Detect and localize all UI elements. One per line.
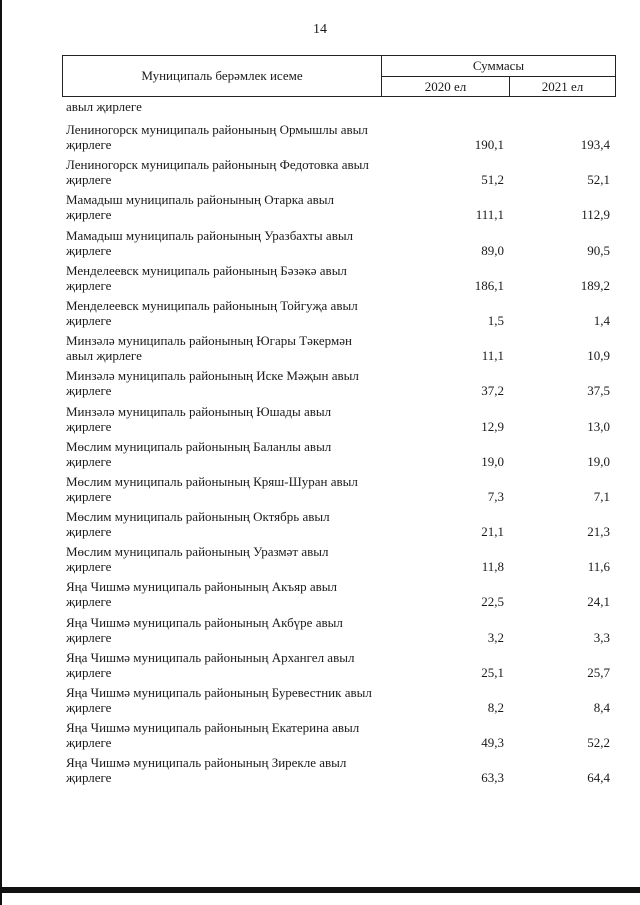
value-2021: 24,1 <box>587 594 610 610</box>
value-2021: 10,9 <box>587 348 610 364</box>
municipality-name: Менделеевск муниципаль районының Бәзәкә авыл җирлеге <box>66 262 347 293</box>
municipality-name: Яңа Чишмә муниципаль районының Акбүре авыл җирлеге <box>66 614 343 645</box>
municipality-name: Яңа Чишмә муниципаль районының Буревестник авыл җирлеге <box>66 685 372 715</box>
continuation-text: авыл җирлеге <box>66 99 142 114</box>
value-2020: 22,5 <box>481 594 504 610</box>
table-row <box>0 544 640 579</box>
table-row <box>0 685 640 720</box>
value-2020: 7,3 <box>487 488 504 504</box>
value-2021: 7,1 <box>593 488 610 504</box>
table-row <box>0 579 640 614</box>
table-row <box>0 192 640 227</box>
table-row <box>0 228 640 263</box>
value-2020: 11,8 <box>481 559 504 575</box>
table-row <box>0 122 640 157</box>
scan-edge-bottom <box>0 887 640 893</box>
value-2020: 19,0 <box>481 453 504 469</box>
table-row <box>0 755 640 790</box>
municipality-name: Мөслим муниципаль районының Октябрь авыл җирлеге <box>66 509 330 540</box>
value-2021: 8,4 <box>593 700 610 715</box>
municipality-name: Яңа Чишмә муниципаль районының Акъяр авыл җирлеге <box>66 579 337 610</box>
municipality-name: Минзәлә муниципаль районының Иске Мәҗын авыл җирлеге <box>66 368 359 399</box>
value-2021: 52,2 <box>587 735 610 751</box>
value-2020: 89,0 <box>481 242 504 258</box>
value-2021: 189,2 <box>580 277 610 293</box>
municipality-name: Яңа Чишмә муниципаль районының Зирекле авыл җирлеге <box>66 755 347 786</box>
value-2021: 3,3 <box>593 629 610 645</box>
table-row <box>0 333 640 368</box>
value-2020: 8,2 <box>487 700 504 715</box>
table-row <box>0 157 640 192</box>
value-2020: 12,9 <box>481 418 504 434</box>
table-row <box>0 615 640 650</box>
value-2020: 49,3 <box>481 735 504 751</box>
value-2020: 190,1 <box>474 137 504 152</box>
municipality-name: Мамадыш муниципаль районының Отарка авыл җирлеге <box>66 192 334 223</box>
table-header <box>62 55 616 97</box>
value-2020: 186,1 <box>474 277 504 293</box>
header-year-2020: 2020 ел <box>382 77 510 96</box>
page-number: 14 <box>313 22 327 37</box>
value-2020: 63,3 <box>481 770 504 786</box>
municipality-name: Яңа Чишмә муниципаль районының Екатерина авыл җирлеге <box>66 720 360 751</box>
header-year-2021: 2021 ел <box>541 79 584 94</box>
value-2020: 111,1 <box>475 207 504 223</box>
value-2021: 19,0 <box>587 453 610 469</box>
table-row <box>0 298 640 333</box>
municipality-name: Мөслим муниципаль районының Баланлы авыл җирлеге <box>66 438 332 469</box>
table-body <box>0 122 640 791</box>
municipality-name: Яңа Чишмә муниципаль районының Архангел авыл җирлеге <box>66 649 355 680</box>
municipality-name: Лениногорск муниципаль районының Ормышлы авыл җирлеге <box>66 122 368 152</box>
value-2020: 11,1 <box>481 348 504 364</box>
value-2021: 21,3 <box>587 524 610 540</box>
value-2020: 1,5 <box>487 312 504 328</box>
table-row <box>0 474 640 509</box>
value-2021: 112,9 <box>581 207 610 223</box>
value-2020: 25,1 <box>481 664 504 680</box>
value-2020: 51,2 <box>481 172 504 188</box>
table-row <box>0 263 640 298</box>
value-2021: 25,7 <box>587 664 610 680</box>
value-2021: 52,1 <box>587 172 610 188</box>
value-2021: 64,4 <box>587 770 610 786</box>
value-2020: 21,1 <box>481 524 504 540</box>
municipality-name: Мөслим муниципаль районының Кряш-Шуран авыл җирлеге <box>66 473 358 504</box>
value-2021: 11,6 <box>587 559 610 575</box>
municipality-name: Минзәлә муниципаль районының Юшады авыл җирлеге <box>66 403 332 434</box>
table-row <box>0 650 640 685</box>
table-row <box>0 439 640 474</box>
municipality-name: Менделеевск муниципаль районының Тойгуҗа авыл җирлеге <box>66 297 358 328</box>
header-sum-column: Суммасы <box>382 56 615 77</box>
value-2021: 13,0 <box>587 418 610 434</box>
municipality-name: Мамадыш муниципаль районының Уразбахты авыл җирлеге <box>66 227 354 258</box>
value-2021: 1,4 <box>593 312 610 328</box>
value-2021: 37,5 <box>587 383 610 399</box>
municipality-name: Минзәлә муниципаль районының Югары Тәкермән авыл җирлеге <box>66 333 352 364</box>
value-2020: 37,2 <box>481 383 504 399</box>
table-row <box>0 368 640 403</box>
municipality-name: Мөслим муниципаль районының Уразмәт авыл җирлеге <box>66 544 329 575</box>
value-2021: 90,5 <box>587 242 610 258</box>
municipality-name: Лениногорск муниципаль районының Федотовка авыл җирлеге <box>66 157 369 188</box>
table-row <box>0 509 640 544</box>
table-row <box>0 720 640 755</box>
table-row <box>0 404 640 439</box>
header-name-column: Муниципаль берәмлек исеме <box>63 56 382 96</box>
value-2020: 3,2 <box>487 629 504 645</box>
value-2021: 193,4 <box>580 137 610 152</box>
